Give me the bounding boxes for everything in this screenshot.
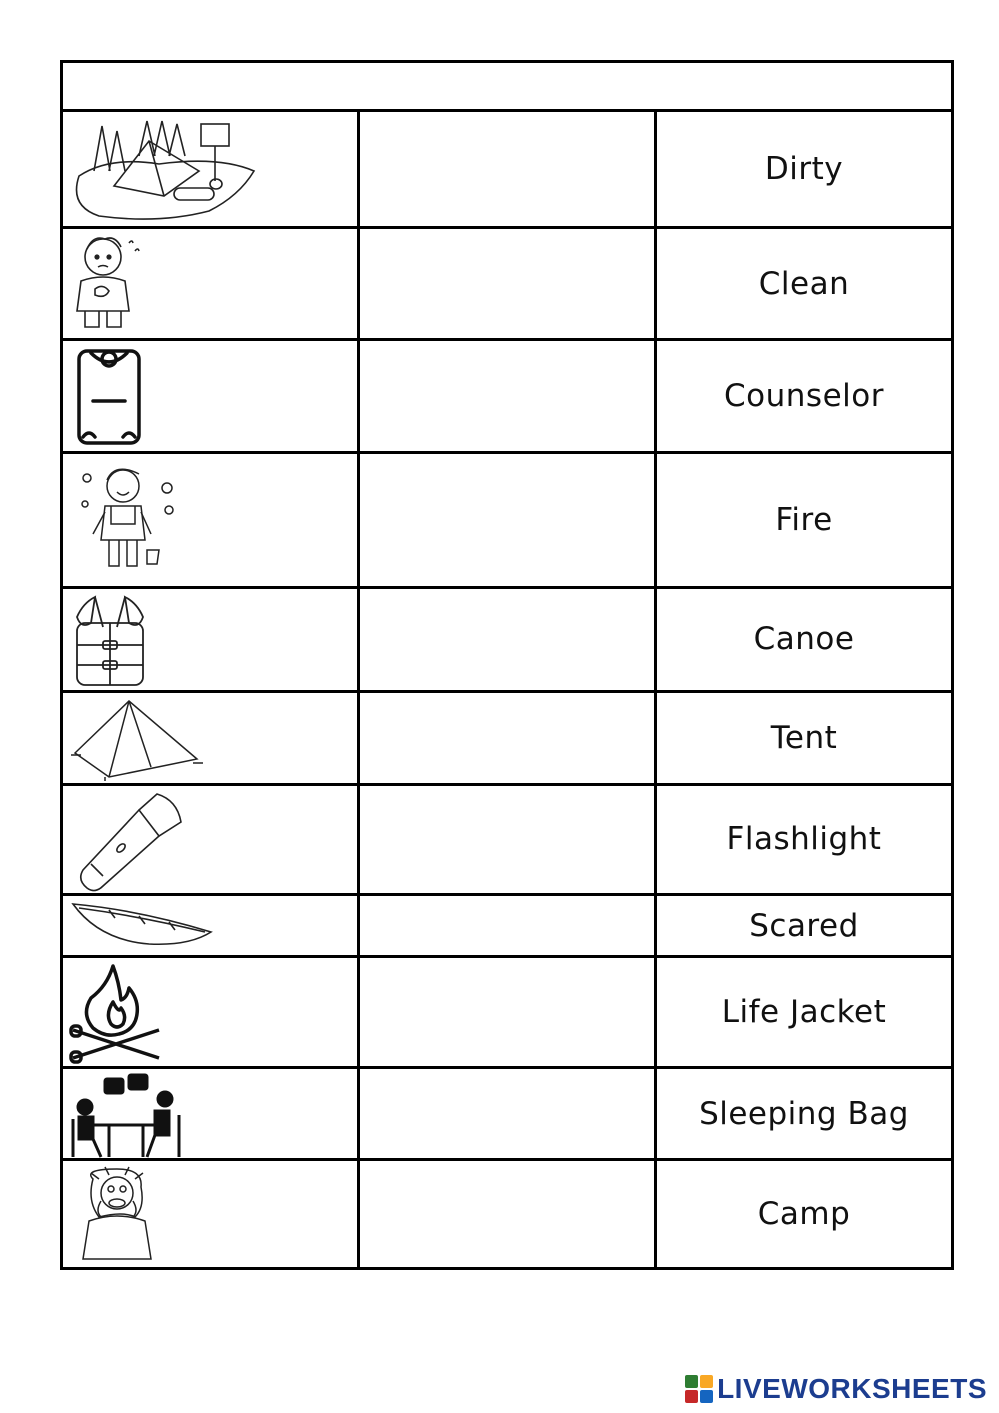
word-cell: Tent — [656, 692, 953, 784]
answer-cell[interactable] — [359, 1160, 656, 1269]
answer-cell[interactable] — [359, 227, 656, 340]
clean-boy-icon — [69, 458, 189, 582]
picture-cell — [62, 957, 359, 1068]
liveworksheets-logo — [685, 1372, 987, 1406]
word-cell: Counselor — [656, 340, 953, 453]
word-cell: Life Jacket — [656, 957, 953, 1068]
word-cell: Camp — [656, 1160, 953, 1269]
picture-cell — [62, 784, 359, 895]
answer-cell[interactable] — [359, 452, 656, 587]
answer-cell[interactable] — [359, 957, 656, 1068]
scared-girl-icon — [69, 1165, 169, 1265]
life-jacket-icon — [69, 593, 159, 689]
brand-name: LIVEWORKSHEETS — [717, 1373, 987, 1404]
answer-cell[interactable] — [359, 784, 656, 895]
word-cell: Fire — [656, 452, 953, 587]
flashlight-icon — [69, 790, 189, 892]
answer-cell[interactable] — [359, 692, 656, 784]
picture-cell — [62, 452, 359, 587]
picture-cell — [62, 895, 359, 957]
word-cell: Flashlight — [656, 784, 953, 895]
word-cell: Sleeping Bag — [656, 1067, 953, 1159]
word-cell: Dirty — [656, 111, 953, 228]
campfire-icon — [69, 962, 169, 1066]
picture-cell — [62, 1160, 359, 1269]
tent-icon — [69, 697, 209, 781]
answer-cell[interactable] — [359, 587, 656, 692]
sleeping-bag-icon — [69, 345, 149, 449]
answer-cell[interactable] — [359, 1067, 656, 1159]
word-cell: Canoe — [656, 587, 953, 692]
counselor-icon — [69, 1073, 189, 1159]
picture-cell — [62, 111, 359, 228]
picture-cell — [62, 227, 359, 340]
logo-mark-icon — [685, 1375, 713, 1403]
title-bar — [62, 62, 953, 111]
picture-cell — [62, 587, 359, 692]
picture-cell — [62, 1067, 359, 1159]
word-cell: Scared — [656, 895, 953, 957]
picture-cell — [62, 340, 359, 453]
canoe-icon — [69, 900, 219, 954]
answer-cell[interactable] — [359, 340, 656, 453]
campsite-icon — [69, 116, 259, 224]
matching-table — [60, 60, 954, 1270]
picture-cell — [62, 692, 359, 784]
answer-cell[interactable] — [359, 895, 656, 957]
dirty-boy-icon — [69, 233, 159, 337]
word-cell: Clean — [656, 227, 953, 340]
answer-cell[interactable] — [359, 111, 656, 228]
